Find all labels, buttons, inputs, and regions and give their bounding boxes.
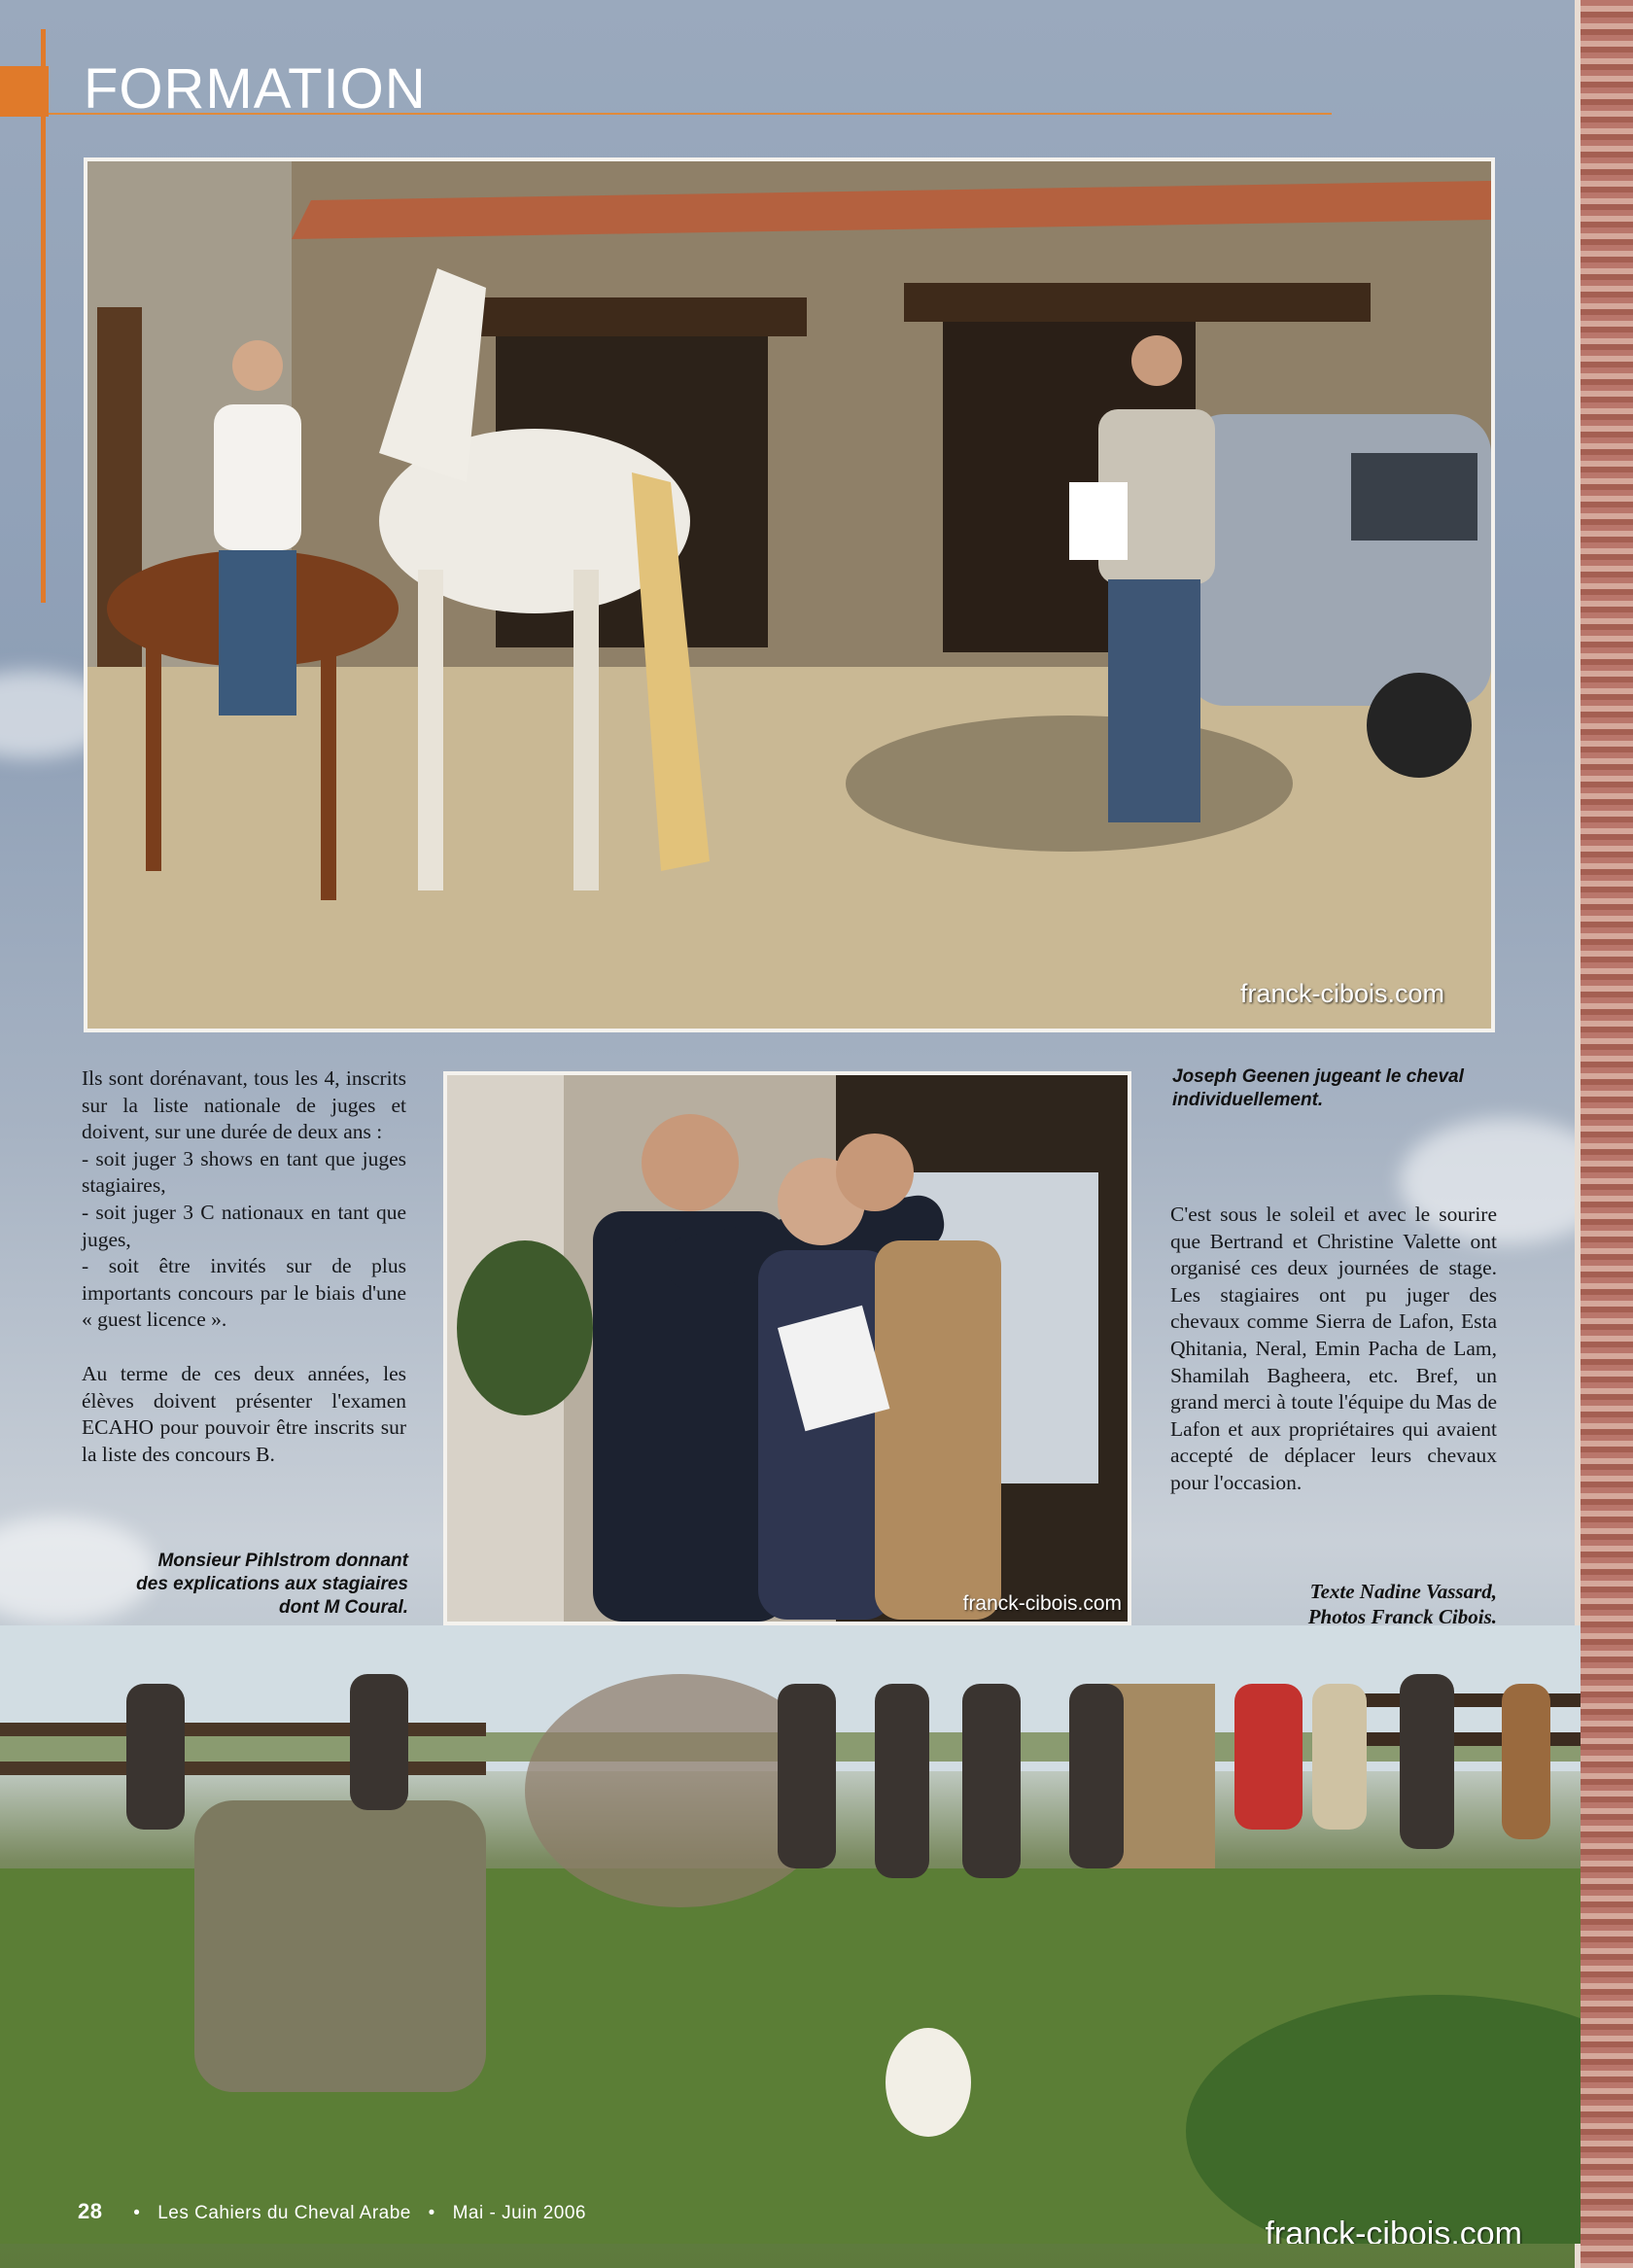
- photo-watermark: franck-cibois.com: [1265, 2216, 1522, 2244]
- footer-separator: •: [133, 2203, 141, 2223]
- book-spine-edge: [1575, 0, 1633, 2268]
- article-credits: Texte Nadine Vassard, Photos Franck Cibois.: [1307, 1580, 1497, 1628]
- photo-paddock-illustration: [0, 1625, 1581, 2244]
- section-title: FORMATION: [84, 57, 427, 121]
- photo-paddock-group: [0, 1625, 1581, 2244]
- article-column-left: [82, 1065, 406, 1495]
- publication-name: Les Cahiers du Cheval Arabe: [157, 2203, 411, 2223]
- page-footer: [78, 2199, 586, 2224]
- issue-date: Mai - Juin 2006: [452, 2203, 586, 2223]
- photo-judges-illustration: [447, 1075, 1128, 1622]
- article-column-right: [1170, 1202, 1497, 1524]
- photo-caption-left: Monsieur Pihlstrom donnant des explications aux stagiaires dont M Coural.: [136, 1551, 408, 1618]
- photo-courtyard-illustration: [87, 161, 1491, 1029]
- photo-courtyard-horse: [84, 157, 1495, 1032]
- article-paragraph: Ils sont dorénavant, tous les 4, inscrits sur la liste nationale de juges et doivent, sur une durée de deux ans : - soit juger 3 shows en tant que juges stagiaires, - soit juger 3 C nationaux en tant que juges, - soit être invités sur de plus importants concours par le biais d'une « guest licence ».: [82, 1066, 406, 1332]
- page-number: 28: [78, 2199, 103, 2223]
- article-paragraph: C'est sous le soleil et avec le sourire que Bertrand et Christine Valette ont organisé ces deux journées de stage. Les stagiaires ont pu juger des chevaux comme Sierra de Lafon, Esta Qhitania, Neral, Emin Pacha de Lam, Shamilah Bagheera, etc. Bref, un grand merci à toute l'équipe du Mas de Lafon et aux propriétaires qui avaient accepté de déplacer leurs chevaux pour l'occasion.: [1170, 1203, 1497, 1494]
- footer-separator: •: [428, 2203, 435, 2223]
- photo-watermark: franck-cibois.com: [1239, 979, 1444, 1008]
- header-accent-vertical-line: [41, 29, 46, 603]
- article-paragraph: Au terme de ces deux années, les élèves doivent présenter l'examen ECAHO pour pouvoir être inscrits sur la liste des concours B.: [82, 1361, 406, 1466]
- photo-watermark: franck-cibois.com: [962, 1592, 1122, 1615]
- photo-caption-right: Joseph Geenen jugeant le cheval individuellement.: [1172, 1066, 1464, 1110]
- photo-judges-discussion: [443, 1071, 1131, 1625]
